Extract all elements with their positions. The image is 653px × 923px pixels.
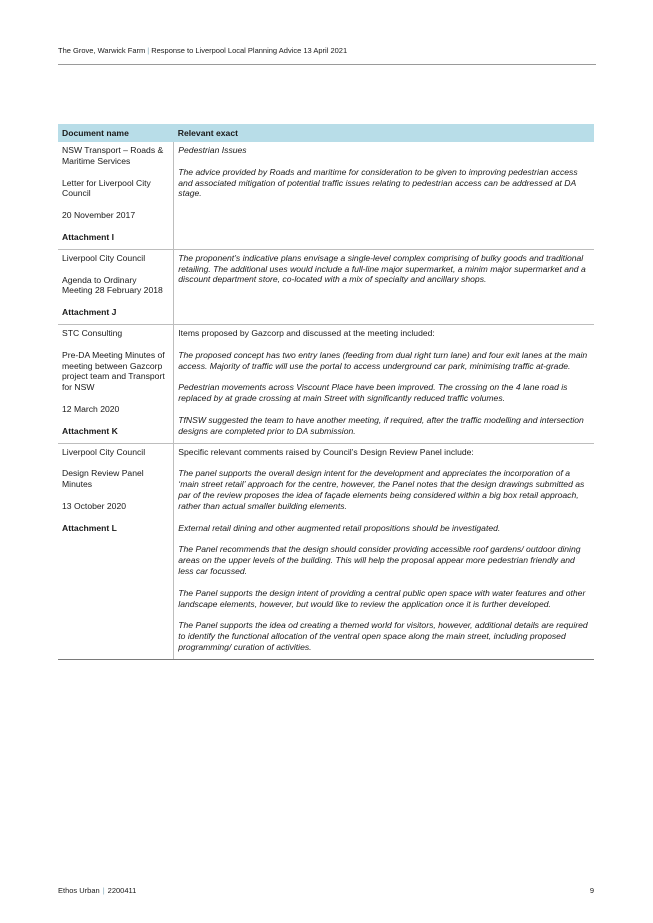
table-row — [58, 142, 594, 249]
document-date: 12 March 2020 — [62, 403, 120, 414]
table-row — [58, 443, 594, 659]
footer-company: Ethos Urban — [58, 886, 100, 895]
document-title: Design Review Panel Minutes — [62, 468, 144, 490]
footer-separator: | — [102, 886, 105, 895]
table-row — [58, 249, 594, 324]
content-paragraph: The advice provided by Roads and maritime for consideration to be given to improving pedestrian access and associated mitigation of potential traffic issues relating to pedestrian access can be addressed at DA stage. — [178, 166, 578, 199]
page-number: 9 — [589, 886, 594, 895]
document-title: Letter for Liverpool City Council — [62, 177, 151, 199]
column-header-relevant-exact: Relevant exact — [174, 124, 594, 142]
content-paragraph: The panel supports the overall design intent for the development and appreciates the incorporation of a ‘main street retail’ approach for the centre, however, the Panel notes that the design drawings submitted as par of the review proposes the idea of façade elements being considered within a big box retail approach, rather than actual smaller building elements. — [178, 468, 585, 511]
attachment-label: Attachment I — [62, 231, 115, 242]
content-paragraph: Pedestrian movements across Viscount Place have been improved. The crossing on the 4 lane road is replaced by at grade crossing at main Street with significantly reduced traffic volumes. — [178, 382, 568, 404]
content-paragraph: The proponent’s indicative plans envisage a single-level complex comprising of bulky goods and traditional retailing. The additional uses would include a full-line major supermarket, a minim major supermarket and a discount department store, co-located with a mix of specialty and ancillary shops. — [178, 252, 586, 285]
page-header — [58, 46, 596, 65]
content-paragraph: The Panel supports the design intent of providing a central public open space with water features and other landscape elements, however, but would like to review the application once it is further developed. — [178, 587, 586, 609]
content-cell — [174, 142, 594, 249]
page-footer — [58, 886, 594, 895]
content-paragraph: External retail dining and other augmented retail propositions should be investigated. — [178, 522, 501, 533]
document-cell — [58, 249, 174, 324]
document-title: Pre-DA Meeting Minutes of meeting between Gazcorp project team and Transport for NSW — [62, 349, 165, 393]
document-source: Liverpool City Council — [62, 252, 146, 263]
content-paragraph: Items proposed by Gazcorp and discussed at the meeting included: — [178, 327, 435, 338]
content-paragraph: Specific relevant comments raised by Council’s Design Review Panel include: — [178, 446, 474, 457]
header-separator: | — [147, 46, 150, 55]
content-cell — [174, 443, 594, 659]
documents-table — [58, 124, 594, 660]
document-source: NSW Transport – Roads & Maritime Services — [62, 145, 164, 166]
content-paragraph: The Panel supports the idea od creating a themed world for visitors, however, additional details are required to identify the functional allocation of the ventral open space along the main street, including proposed programming/ curation of activities. — [178, 620, 588, 652]
header-project: The Grove, Warwick Farm — [58, 46, 146, 55]
content-cell — [174, 249, 594, 324]
document-date: 13 October 2020 — [62, 500, 127, 511]
table-header-row — [58, 124, 594, 142]
document-date: 20 November 2017 — [62, 210, 136, 221]
document-source: Liverpool City Council — [62, 446, 146, 457]
column-header-document-name: Document name — [58, 124, 174, 142]
attachment-label: Attachment L — [62, 522, 117, 533]
content-paragraph: Pedestrian Issues — [178, 145, 247, 155]
content-paragraph: The Panel recommends that the design should consider providing accessible roof gardens/ outdoor dining areas on the upper levels of the building. This will help the proposal appear more pedestrian friendly and less car focussed. — [178, 544, 581, 576]
header-title: Response to Liverpool Local Planning Advice 13 April 2021 — [151, 46, 348, 55]
document-title: Agenda to Ordinary Meeting 28 February 2018 — [62, 274, 163, 296]
document-source: STC Consulting — [62, 327, 123, 338]
document-cell — [58, 443, 174, 659]
attachment-label: Attachment J — [62, 307, 117, 318]
footer-job-number: 2200411 — [107, 886, 137, 895]
content-paragraph: The proposed concept has two entry lanes (feeding from dual right turn lane) and four exit lanes at the main access. Majority of traffic will use the portal to access underground car park, minimising traffic at-grade. — [178, 349, 588, 371]
document-cell — [58, 142, 174, 249]
attachment-label: Attachment K — [62, 425, 118, 436]
content-cell — [174, 324, 594, 443]
table-row — [58, 324, 594, 443]
content-paragraph: TfNSW suggested the team to have another meeting, if required, after the traffic modelling and intersection designs are completed prior to DA submission. — [178, 414, 584, 436]
document-cell — [58, 324, 174, 443]
